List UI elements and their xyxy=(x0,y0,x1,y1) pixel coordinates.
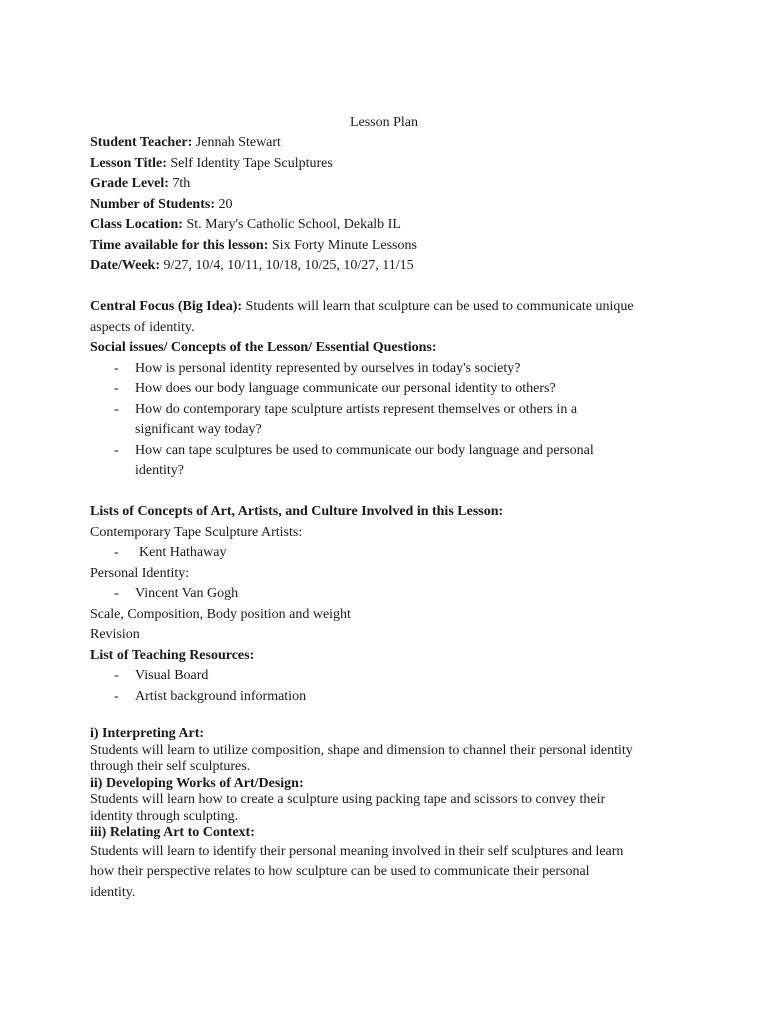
list-item xyxy=(90,400,690,441)
central-focus-continuation: aspects of identity. xyxy=(90,319,195,335)
list-item-text: How does our body language communicate our personal identity to others? xyxy=(135,381,556,396)
concepts-line: Revision xyxy=(90,627,140,642)
section-heading: iii) Relating Art to Context: xyxy=(90,825,255,840)
essential-questions-heading: Social issues/ Concepts of the Lesson/ Essential Questions: xyxy=(90,340,437,355)
concepts-section xyxy=(90,502,690,707)
field-lesson-title: Lesson Title: Self Identity Tape Sculptures xyxy=(90,155,333,171)
central-focus-line: Central Focus (Big Idea): Students will learn that sculpture can be used to communicate unique xyxy=(90,299,634,314)
bullet-dash: - xyxy=(114,545,119,560)
list-item-text: identity? xyxy=(135,463,184,478)
list-item-text: How is personal identity represented by ourselves in today's society? xyxy=(135,360,521,376)
section-text: Students will learn to utilize composition, shape and dimension to channel their personal identity xyxy=(90,742,633,758)
list-item-text: significant way today? xyxy=(135,422,262,437)
list-item xyxy=(90,359,690,380)
concepts-subheading: Contemporary Tape Sculpture Artists: xyxy=(90,524,303,540)
list-item xyxy=(90,543,690,564)
list-item-text: Vincent Van Gogh xyxy=(135,586,239,601)
bullet-dash: - xyxy=(114,668,119,683)
section-text: through their self sculptures. xyxy=(90,759,251,774)
bullet-dash: - xyxy=(114,381,119,396)
learning-sections xyxy=(90,726,700,903)
list-item xyxy=(90,584,690,605)
bullet-dash: - xyxy=(114,688,119,704)
concepts-heading: Lists of Concepts of Art, Artists, and Culture Involved in this Lesson: xyxy=(90,504,504,519)
resources-heading: List of Teaching Resources: xyxy=(90,647,255,663)
central-focus-section xyxy=(90,297,690,482)
bullet-dash: - xyxy=(114,586,119,601)
list-item xyxy=(90,441,690,482)
section-text: Students will learn how to create a sculpture using packing tape and scissors to convey their xyxy=(90,792,606,807)
list-item-text: Artist background information xyxy=(135,688,307,704)
concepts-line: Scale, Composition, Body position and weight xyxy=(90,606,351,622)
field-time-available: Time available for this lesson: Six Forty Minute Lessons xyxy=(90,237,417,253)
field-number-of-students: Number of Students: 20 xyxy=(90,196,233,212)
list-item-text: How can tape sculptures be used to communicate our body language and personal xyxy=(135,442,594,458)
section-text: how their perspective relates to how sculpture can be used to communicate their personal xyxy=(90,864,590,879)
document-title: Lesson Plan xyxy=(349,115,419,130)
bullet-dash: - xyxy=(114,401,119,417)
list-item-text: Kent Hathaway xyxy=(139,545,227,560)
bullet-dash: - xyxy=(114,442,119,458)
concepts-subheading: Personal Identity: xyxy=(90,565,190,581)
field-grade-level: Grade Level: 7th xyxy=(90,176,191,191)
field-student-teacher: Student Teacher: Jennah Stewart xyxy=(90,135,281,150)
section-heading: i) Interpreting Art: xyxy=(90,726,205,741)
section-heading: ii) Developing Works of Art/Design: xyxy=(90,775,304,791)
section-text: Students will learn to identify their personal meaning involved in their self sculptures and learn xyxy=(90,843,624,859)
section-text: identity through sculpting. xyxy=(90,808,239,824)
field-class-location: Class Location: St. Mary's Catholic School, Dekalb IL xyxy=(90,217,401,232)
list-item xyxy=(90,666,690,687)
bullet-dash: - xyxy=(114,360,119,376)
list-item xyxy=(90,687,690,708)
list-item-text: How do contemporary tape sculpture artists represent themselves or others in a xyxy=(135,401,578,417)
list-item xyxy=(90,379,690,400)
list-item-text: Visual Board xyxy=(135,668,209,683)
header-fields xyxy=(90,133,690,277)
field-date-week: Date/Week: 9/27, 10/4, 10/11, 10/18, 10/25, 10/27, 11/15 xyxy=(90,258,414,273)
section-text: identity. xyxy=(90,884,136,900)
